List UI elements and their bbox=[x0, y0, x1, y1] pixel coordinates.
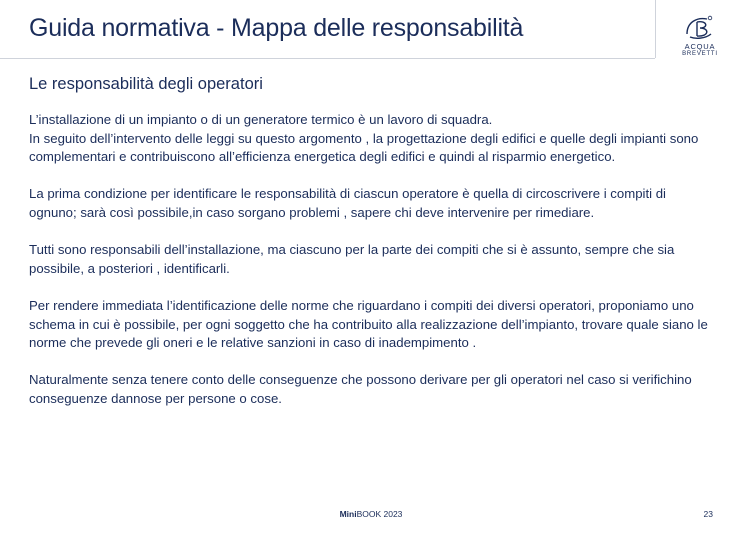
body-text bbox=[29, 111, 709, 427]
paragraph-1: L’installazione di un impianto o di un generatore termico è un lavoro di squadra. In seguito dell’intervento delle leggi su questo argomento , la progettazione degli edifici e quelle degli impianti sono complementari e contribuiscono all’efficienza energetica degli edifici e quindi al risparmio energetico. bbox=[29, 112, 699, 165]
header-divider bbox=[655, 0, 656, 58]
page-number: 23 bbox=[703, 509, 713, 519]
paragraph-2: La prima condizione per identificare le responsabilità di ciascun operatore è quella di circoscrivere i compiti di ognuno; sarà così possibile,in caso sorgano problemi , sapere chi deve intervenire per rimediare. bbox=[29, 186, 666, 220]
footer-brand-rest: BOOK 2023 bbox=[356, 509, 403, 519]
footer-brand-bold: Mini bbox=[339, 509, 357, 519]
footer-brand bbox=[0, 509, 742, 519]
paragraph-4: Per rendere immediata l’identificazione delle norme che riguardano i compiti dei diversi operatori, proponiamo uno schema in cui è possibile, per ogni soggetto che ha contribuito alla realizzazione dell’impianto, trovare quale siano le norme che prevede gli oneri e le relative sanzioni in caso di inadempimento . bbox=[29, 297, 708, 351]
section-subtitle: Le responsabilità degli operatori bbox=[29, 75, 263, 93]
paragraph-3: Tutti sono responsabili dell’installazione, ma ciascuno per la parte dei compiti che si è assunto, sempre che sia possibile, a posteriori , identificarli. bbox=[29, 242, 675, 276]
logo-text-brevetti: BREVETTI bbox=[682, 51, 718, 57]
paragraph-5: Naturalmente senza tenere conto delle conseguenze che possono derivare per gli operatori nel caso si verifichino conseguenze dannose per persone o cose. bbox=[29, 372, 692, 406]
acqua-brevetti-logo bbox=[672, 14, 728, 64]
acqua-brevetti-logo-icon bbox=[683, 14, 717, 42]
logo-text-acqua: ACQUA bbox=[684, 42, 716, 51]
page-title: Guida normativa - Mappa delle responsabilità bbox=[29, 14, 524, 42]
page-header bbox=[0, 0, 655, 59]
